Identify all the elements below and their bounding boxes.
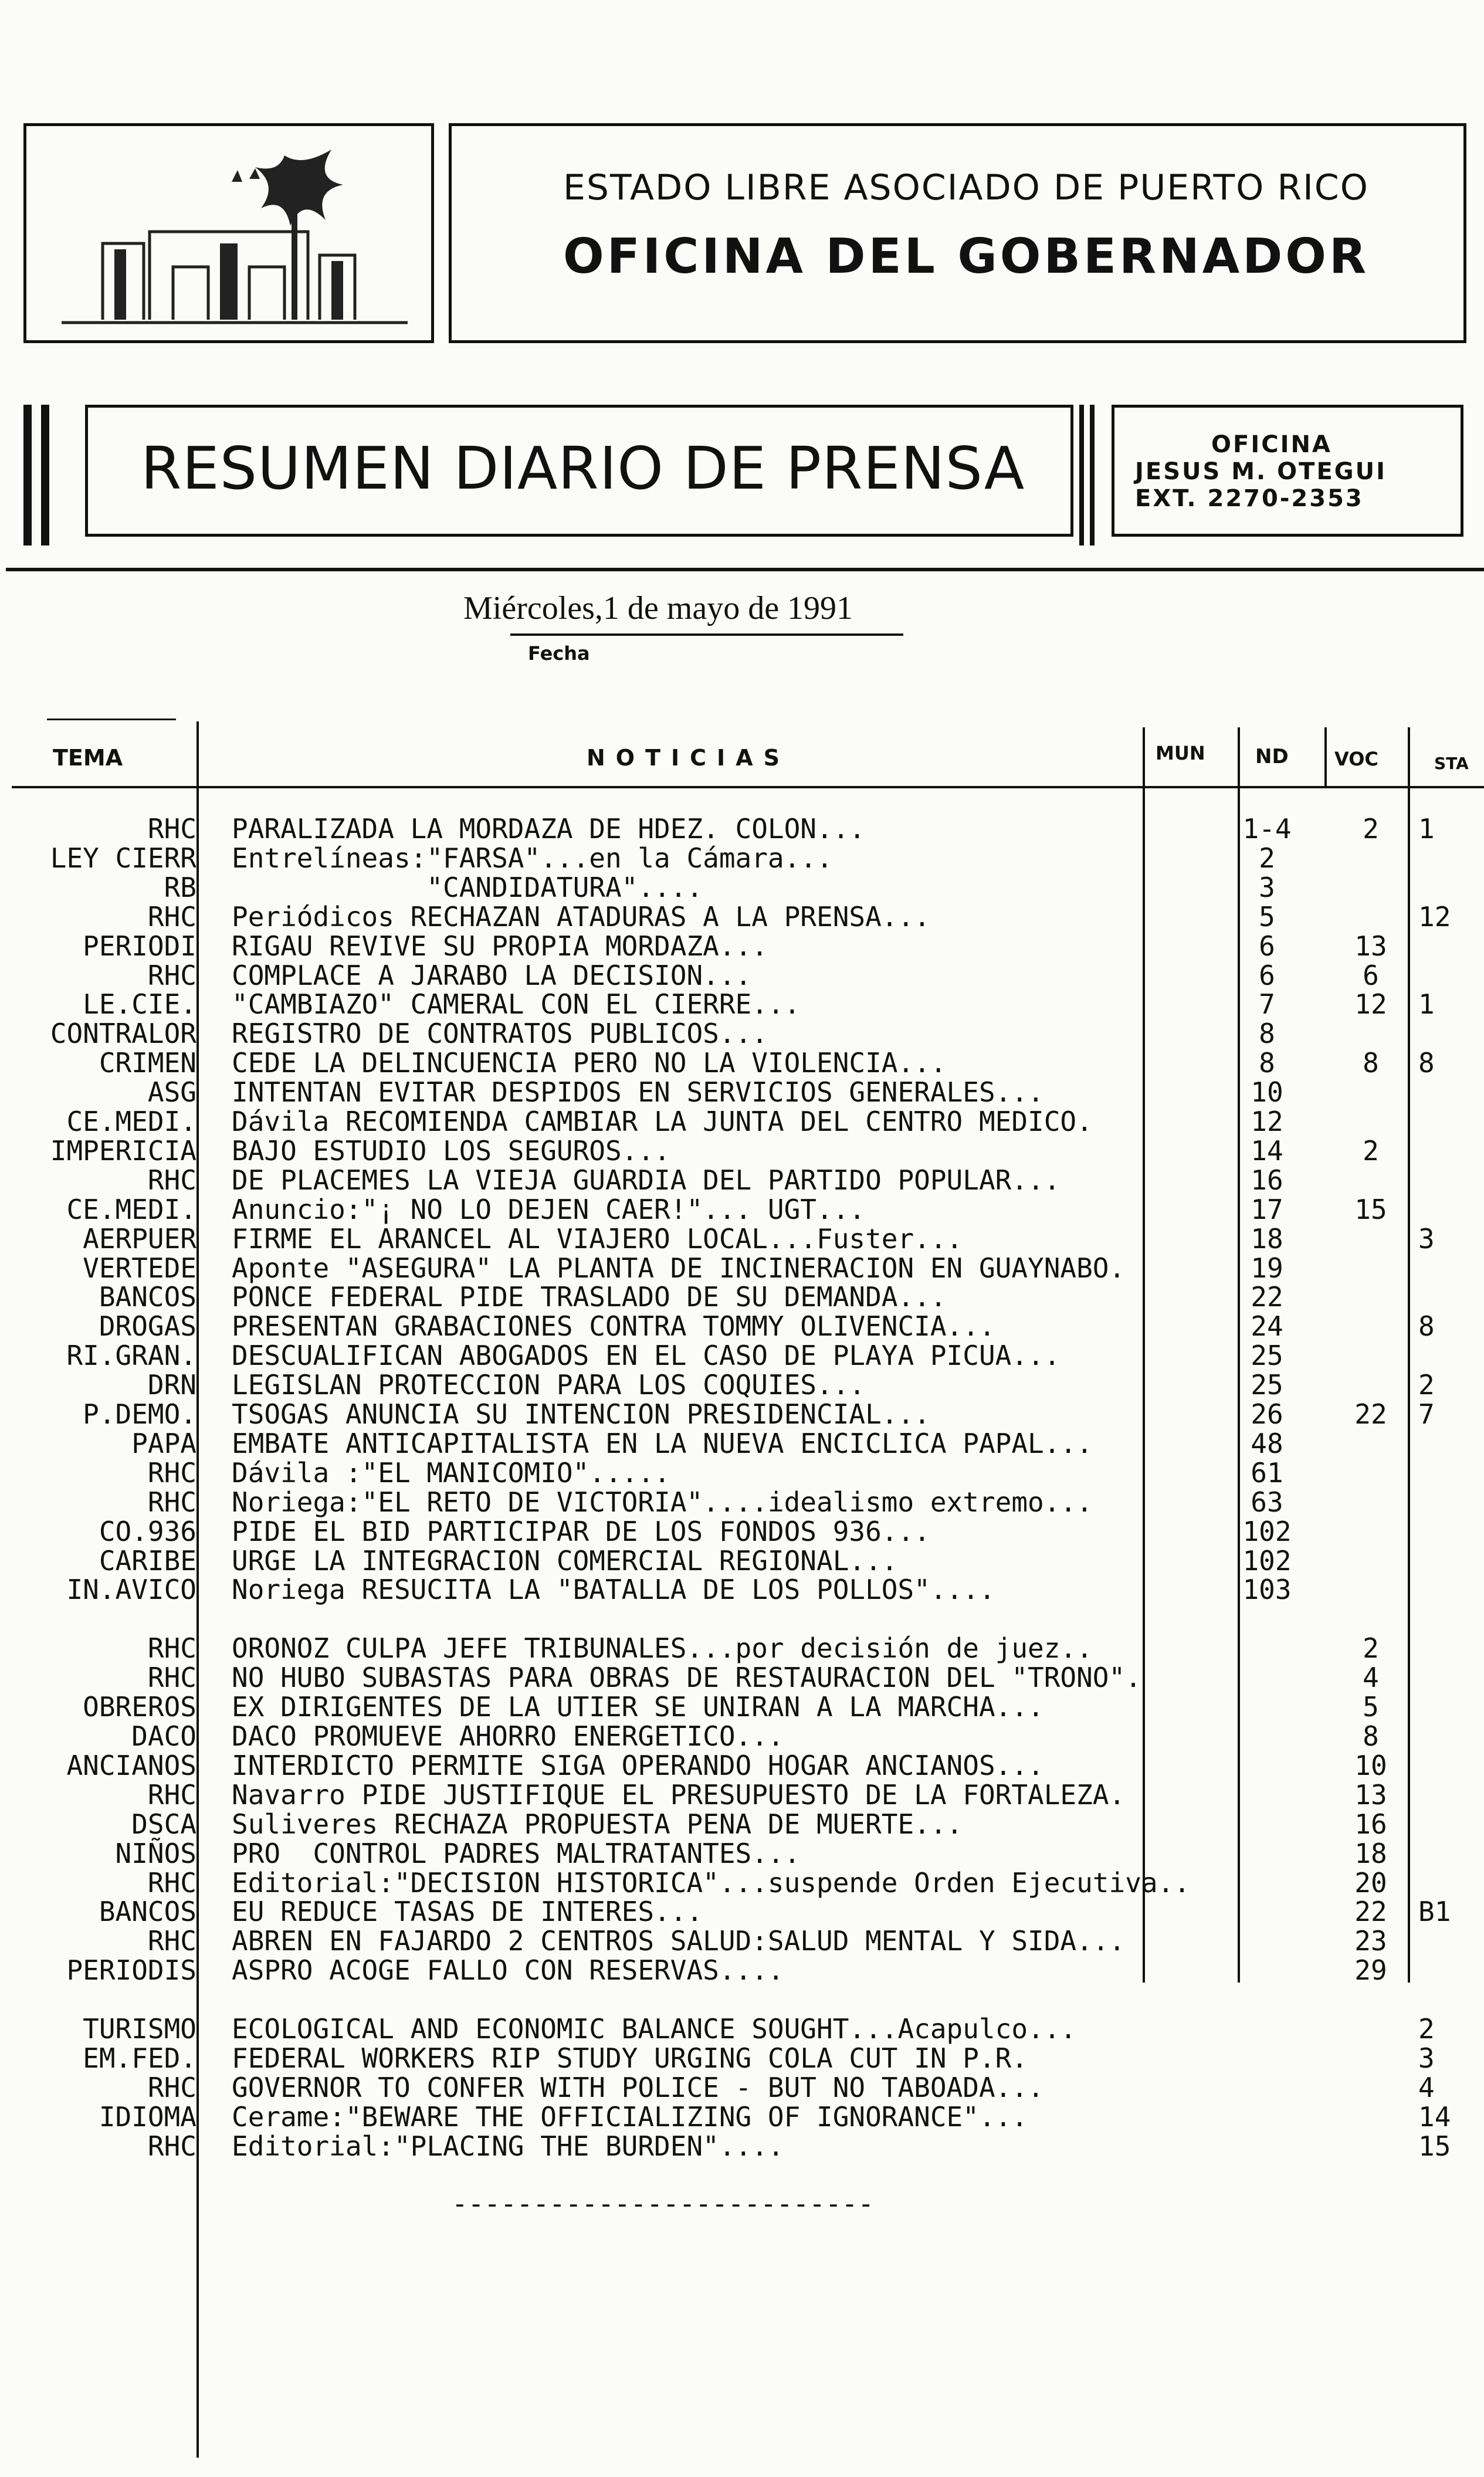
noticia-cell: Noriega:"EL RETO DE VICTORIA"....idealismo extremo... <box>232 1486 1093 1518</box>
table-row <box>0 2044 1484 2073</box>
date-underline <box>510 633 903 636</box>
nd-cell: 6 <box>1259 959 1275 991</box>
header-rule <box>6 568 1484 571</box>
sta-cell: 3 <box>1418 2042 1435 2074</box>
noticia-cell: PARALIZADA LA MORDAZA DE HDEZ. COLON... <box>232 813 866 845</box>
nd-cell: 25 <box>1251 1340 1283 1372</box>
nd-cell: 25 <box>1251 1369 1283 1401</box>
column-divider-voc <box>1324 727 1327 786</box>
tema-cell: VERTEDE <box>83 1252 196 1284</box>
tema-cell: IDIOMA <box>99 2100 196 2133</box>
voc-cell: 13 <box>1354 1778 1387 1811</box>
sta-cell: 1 <box>1418 988 1435 1021</box>
voc-cell: 15 <box>1354 1193 1387 1225</box>
voc-cell: 2 <box>1363 813 1379 845</box>
tema-cell: RHC <box>147 1456 196 1489</box>
table-row <box>0 1312 1484 1341</box>
table-row <box>0 2102 1484 2132</box>
voc-cell: 13 <box>1354 930 1387 962</box>
table-row <box>0 873 1484 902</box>
tema-cell: LEY CIERR <box>50 842 196 874</box>
tema-cell: RHC <box>147 1486 196 1518</box>
tema-cell: RHC <box>147 1164 196 1196</box>
column-header-mun: MUN <box>1156 742 1205 764</box>
left-double-bar-2 <box>41 405 49 545</box>
nd-cell: 3 <box>1259 871 1275 903</box>
tema-cell: DRN <box>147 1369 196 1401</box>
tema-cell: RHC <box>147 813 196 845</box>
table-row <box>0 1634 1484 1663</box>
table-row <box>0 1487 1484 1517</box>
fortaleza-logo-icon <box>26 126 431 340</box>
logo-box <box>23 123 434 343</box>
table-row <box>0 1868 1484 1897</box>
nd-cell: 24 <box>1251 1310 1283 1343</box>
sta-cell: 2 <box>1418 1369 1435 1401</box>
table-row <box>0 1546 1484 1575</box>
nd-cell: 17 <box>1251 1193 1283 1225</box>
nd-cell: 2 <box>1259 842 1275 874</box>
voc-cell: 2 <box>1363 1134 1379 1167</box>
tema-cell: CE.MEDI. <box>66 1106 196 1137</box>
agency-name: ESTADO LIBRE ASOCIADO DE PUERTO RICO <box>563 167 1369 208</box>
tema-cell: RHC <box>147 959 196 991</box>
nd-cell: 19 <box>1251 1252 1283 1284</box>
noticia-cell: EMBATE ANTICAPITALISTA EN LA NUEVA ENCICLICA PAPAL... <box>232 1427 1093 1459</box>
nd-cell: 26 <box>1251 1398 1283 1430</box>
tema-cell: AERPUER <box>83 1222 196 1255</box>
nd-cell: 103 <box>1242 1574 1292 1606</box>
table-row <box>0 1165 1484 1195</box>
table-row <box>0 1956 1484 1985</box>
sta-cell: 4 <box>1418 2071 1435 2103</box>
nd-cell: 8 <box>1259 1047 1275 1079</box>
sta-cell: 8 <box>1418 1047 1435 1079</box>
sta-cell: 2 <box>1418 2013 1435 2045</box>
column-header-noticias: NOTICIAS <box>587 745 790 771</box>
office-name: OFICINA DEL GOBERNADOR <box>563 229 1370 284</box>
noticia-cell: NO HUBO SUBASTAS PARA OBRAS DE RESTAURACION DEL "TRONO". <box>232 1662 1141 1694</box>
tema-cell: DROGAS <box>99 1310 196 1343</box>
table-row <box>0 1107 1484 1136</box>
table-row <box>0 1429 1484 1458</box>
noticia-cell: INTENTAN EVITAR DESPIDOS EN SERVICIOS GENERALES... <box>232 1076 1044 1109</box>
voc-cell: 22 <box>1354 1896 1387 1928</box>
table-header-rule <box>12 786 1484 788</box>
noticia-cell: PRESENTAN GRABACIONES CONTRA TOMMY OLIVENCIA... <box>232 1310 995 1343</box>
tema-cell: IMPERICIA <box>50 1134 196 1167</box>
noticia-cell: DE PLACEMES LA VIEJA GUARDIA DEL PARTIDO POPULAR... <box>232 1164 1061 1196</box>
table-row <box>0 1195 1484 1224</box>
table-row <box>0 1458 1484 1487</box>
table-row <box>0 1897 1484 1926</box>
table-row <box>0 1517 1484 1546</box>
title-box <box>85 405 1073 537</box>
sta-cell: 14 <box>1418 2100 1451 2133</box>
nd-cell: 102 <box>1242 1515 1292 1547</box>
tema-cell: RHC <box>147 1778 196 1811</box>
nd-cell: 10 <box>1251 1076 1283 1109</box>
tema-cell: RHC <box>147 1866 196 1899</box>
noticia-cell: CEDE LA DELINCUENCIA PERO NO LA VIOLENCIA... <box>232 1047 947 1079</box>
tema-cell: PAPA <box>131 1427 196 1459</box>
voc-cell: 18 <box>1354 1837 1387 1869</box>
noticia-cell: "CAMBIAZO" CAMERAL CON EL CIERRE... <box>232 988 801 1021</box>
noticia-cell: REGISTRO DE CONTRATOS PUBLICOS... <box>232 1018 768 1050</box>
noticia-cell: Editorial:"PLACING THE BURDEN".... <box>232 2130 784 2162</box>
table-row <box>0 1077 1484 1107</box>
table-row <box>0 1282 1484 1312</box>
table-row <box>0 990 1484 1019</box>
noticia-cell: RIGAU REVIVE SU PROPIA MORDAZA... <box>232 930 768 962</box>
table-row <box>0 1253 1484 1283</box>
tema-cell: CRIMEN <box>99 1047 196 1079</box>
voc-cell: 23 <box>1354 1925 1387 1957</box>
noticia-cell: ORONOZ CULPA JEFE TRIBUNALES...por decisión de juez.. <box>232 1632 1093 1665</box>
date-label: Fecha <box>528 642 590 665</box>
voc-cell: 6 <box>1363 959 1379 991</box>
tema-cell: CONTRALOR <box>50 1018 196 1050</box>
tema-cell: DACO <box>131 1720 196 1752</box>
noticia-cell: COMPLACE A JARABO LA DECISION... <box>232 959 752 991</box>
voc-cell: 8 <box>1363 1047 1379 1079</box>
table-row <box>0 1780 1484 1810</box>
nd-cell: 5 <box>1259 900 1275 933</box>
table-row <box>0 1136 1484 1165</box>
tema-cell: RB <box>164 871 196 903</box>
noticia-cell: Suliveres RECHAZA PROPUESTA PENA DE MUERTE... <box>232 1808 963 1840</box>
voc-cell: 5 <box>1363 1691 1379 1723</box>
tema-cell: RHC <box>147 900 196 933</box>
tema-cell: NIÑOS <box>115 1837 196 1869</box>
table-row <box>0 1810 1484 1839</box>
noticia-cell: DESCUALIFICAN ABOGADOS EN EL CASO DE PLAYA PICUA... <box>232 1340 1061 1372</box>
noticia-cell: INTERDICTO PERMITE SIGA OPERANDO HOGAR ANCIANOS... <box>232 1749 1044 1781</box>
noticia-cell: "CANDIDATURA".... <box>232 871 703 903</box>
noticia-cell: EU REDUCE TASAS DE INTERES... <box>232 1896 703 1928</box>
noticia-cell: Noriega RESUCITA LA "BATALLA DE LOS POLLOS".... <box>232 1574 995 1606</box>
table-row <box>0 1370 1484 1400</box>
header-box <box>449 123 1466 343</box>
tema-cell: RHC <box>147 2130 196 2162</box>
table-row <box>0 1751 1484 1780</box>
tema-cell: PERIODIS <box>66 1954 196 1987</box>
tema-cell: RHC <box>147 2071 196 2103</box>
tema-cell: PERIODI <box>83 930 196 962</box>
table-row <box>0 1663 1484 1692</box>
noticia-cell: URGE LA INTEGRACION COMERCIAL REGIONAL... <box>232 1544 898 1577</box>
office-contact: JESUS M. OTEGUI <box>1135 458 1387 485</box>
noticia-cell: Cerame:"BEWARE THE OFFICIALIZING OF IGNORANCE"... <box>232 2100 1028 2133</box>
page-title: RESUMEN DIARIO DE PRENSA <box>141 434 1025 503</box>
noticia-cell: Editorial:"DECISION HISTORICA"...suspende Orden Ejecutiva.. <box>232 1866 1190 1899</box>
noticia-cell: PRO CONTROL PADRES MALTRATANTES... <box>232 1837 801 1869</box>
table-row <box>0 2132 1484 2161</box>
noticia-cell: Aponte "ASEGURA" LA PLANTA DE INCINERACION EN GUAYNABO. <box>232 1252 1126 1284</box>
table-row <box>0 1692 1484 1722</box>
tema-cell: CO.936 <box>99 1515 196 1547</box>
noticia-cell: LEGISLAN PROTECCION PARA LOS COQUIES... <box>232 1369 866 1401</box>
nd-cell: 63 <box>1251 1486 1283 1518</box>
table-row <box>0 1048 1484 1077</box>
nd-cell: 14 <box>1251 1134 1283 1167</box>
table-row <box>0 961 1484 990</box>
office-extension: EXT. 2270-2353 <box>1135 485 1364 512</box>
nd-cell: 61 <box>1251 1456 1283 1489</box>
noticia-cell: ASPRO ACOGE FALLO CON RESERVAS.... <box>232 1954 784 1987</box>
noticia-cell: PIDE EL BID PARTICIPAR DE LOS FONDOS 936... <box>232 1515 930 1547</box>
tema-cell: RHC <box>147 1662 196 1694</box>
column-header-voc: VOC <box>1334 748 1378 770</box>
table-row <box>0 1400 1484 1429</box>
nd-cell: 8 <box>1259 1018 1275 1050</box>
voc-cell: 4 <box>1363 1662 1379 1694</box>
noticia-cell: ABREN EN FAJARDO 2 CENTROS SALUD:SALUD MENTAL Y SIDA... <box>232 1925 1126 1957</box>
tema-cell: ANCIANOS <box>66 1749 196 1781</box>
table-row <box>0 2073 1484 2102</box>
tema-cell: TURISMO <box>83 2013 196 2045</box>
footer-rule: -------------------------- <box>452 2188 875 2220</box>
noticia-cell: ECOLOGICAL AND ECONOMIC BALANCE SOUGHT...Acapulco... <box>232 2013 1077 2045</box>
right-double-bar <box>1079 405 1084 545</box>
tema-cell: OBREROS <box>83 1691 196 1723</box>
table-row <box>0 843 1484 873</box>
table-row <box>0 1019 1484 1048</box>
tema-cell: RI.GRAN. <box>66 1340 196 1372</box>
voc-cell: 12 <box>1354 988 1387 1021</box>
tema-cell: RHC <box>147 1925 196 1957</box>
nd-cell: 16 <box>1251 1164 1283 1196</box>
sta-cell: 15 <box>1418 2130 1451 2162</box>
office-label: OFICINA <box>1211 431 1332 458</box>
nd-cell: 18 <box>1251 1222 1283 1255</box>
table-row <box>0 1839 1484 1868</box>
table-row <box>0 2014 1484 2044</box>
tema-cell: CARIBE <box>99 1544 196 1577</box>
voc-cell: 16 <box>1354 1808 1387 1840</box>
noticia-cell: Periódicos RECHAZAN ATADURAS A LA PRENSA... <box>232 900 930 933</box>
table-row <box>0 1341 1484 1370</box>
noticia-cell: BAJO ESTUDIO LOS SEGUROS... <box>232 1134 670 1167</box>
noticia-cell: GOVERNOR TO CONFER WITH POLICE - BUT NO TABOADA... <box>232 2071 1044 2103</box>
noticia-cell: Navarro PIDE JUSTIFIQUE EL PRESUPUESTO DE LA FORTALEZA. <box>232 1778 1126 1811</box>
noticia-cell: TSOGAS ANUNCIA SU INTENCION PRESIDENCIAL... <box>232 1398 930 1430</box>
noticia-cell: Entrelíneas:"FARSA"...en la Cámara... <box>232 842 833 874</box>
sta-cell: 7 <box>1418 1398 1435 1430</box>
table-row <box>0 1722 1484 1751</box>
nd-cell: 12 <box>1251 1106 1283 1137</box>
voc-cell: 29 <box>1354 1954 1387 1987</box>
table-row <box>0 1224 1484 1253</box>
noticia-cell: EX DIRIGENTES DE LA UTIER SE UNIRAN A LA MARCHA... <box>232 1691 1044 1723</box>
report-date: Miércoles,1 de mayo de 1991 <box>463 590 853 626</box>
office-box <box>1112 405 1463 537</box>
tema-cell: IN.AVICO <box>66 1574 196 1606</box>
table-row <box>0 1926 1484 1956</box>
noticia-cell: Dávila :"EL MANICOMIO"..... <box>232 1456 670 1489</box>
sta-cell: 8 <box>1418 1310 1435 1343</box>
voc-cell: 20 <box>1354 1866 1387 1899</box>
sta-cell: 3 <box>1418 1222 1435 1255</box>
tema-cell: P.DEMO. <box>83 1398 196 1430</box>
noticia-cell: FEDERAL WORKERS RIP STUDY URGING COLA CUT IN P.R. <box>232 2042 1028 2074</box>
tema-cell: EM.FED. <box>83 2042 196 2074</box>
tema-cell: DSCA <box>131 1808 196 1840</box>
nd-cell: 102 <box>1242 1544 1292 1577</box>
voc-cell: 8 <box>1363 1720 1379 1752</box>
nd-cell: 6 <box>1259 930 1275 962</box>
nd-cell: 48 <box>1251 1427 1283 1459</box>
column-header-tema: TEMA <box>53 745 123 771</box>
sta-cell: 12 <box>1418 900 1451 933</box>
column-header-sta: STA <box>1434 754 1469 773</box>
table-row <box>0 814 1484 843</box>
nd-cell: 1-4 <box>1242 813 1292 845</box>
table-row <box>0 902 1484 931</box>
left-double-bar <box>23 405 32 545</box>
sta-cell: B1 <box>1418 1896 1451 1928</box>
noticia-cell: FIRME EL ARANCEL AL VIAJERO LOCAL...Fuster... <box>232 1222 963 1255</box>
column-header-nd: ND <box>1255 745 1289 768</box>
table-row <box>0 1575 1484 1604</box>
noticia-cell: Anuncio:"¡ NO LO DEJEN CAER!"... UGT... <box>232 1193 866 1225</box>
noticia-cell: DACO PROMUEVE AHORRO ENERGETICO... <box>232 1720 784 1752</box>
tema-cell: LE.CIE. <box>83 988 196 1021</box>
sta-cell: 1 <box>1418 813 1435 845</box>
voc-cell: 2 <box>1363 1632 1379 1665</box>
right-double-bar-2 <box>1090 405 1095 545</box>
tema-cell: CE.MEDI. <box>66 1193 196 1225</box>
noticia-cell: PONCE FEDERAL PIDE TRASLADO DE SU DEMANDA... <box>232 1281 947 1313</box>
nd-cell: 7 <box>1259 988 1275 1021</box>
tema-cell: BANCOS <box>99 1896 196 1928</box>
voc-cell: 22 <box>1354 1398 1387 1430</box>
voc-cell: 10 <box>1354 1749 1387 1781</box>
table-row <box>0 931 1484 961</box>
nd-cell: 22 <box>1251 1281 1283 1313</box>
noticia-cell: Dávila RECOMIENDA CAMBIAR LA JUNTA DEL CENTRO MEDICO. <box>232 1106 1093 1137</box>
tema-cell: BANCOS <box>99 1281 196 1313</box>
tema-cell: ASG <box>147 1076 196 1109</box>
tema-cell: RHC <box>147 1632 196 1665</box>
tema-header-rule <box>47 719 176 720</box>
